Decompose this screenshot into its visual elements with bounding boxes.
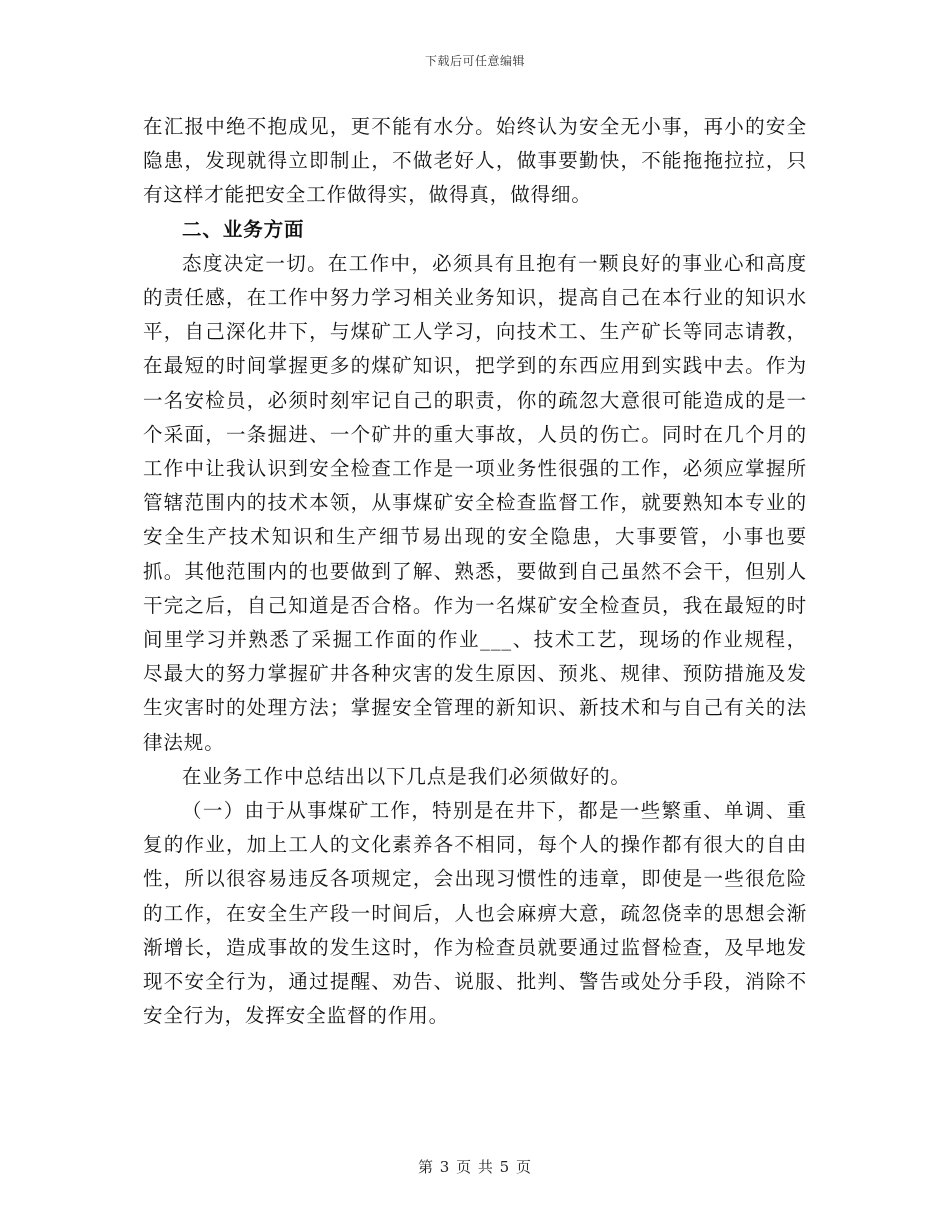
paragraph-attitude: 态度决定一切。在工作中，必须具有且抱有一颗良好的事业心和高度的责任感，在工作中努力学习相关业务知识，提高自己在本行业的知识水平，自己深化井下，与煤矿工人学习，向技术工、生产矿长等同志请教，在最短的时间掌握更多的煤矿知识，把学到的东西应用到实践中去。作为一名安检员，必须时刻牢记自己的职责，你的疏忽大意很可能造成的是一个采面，一条掘进、一个矿井的重大事故，人员的伤亡。同时在几个月的工作中让我认识到安全检查工作是一项业务性很强的工作，必须应掌握所管辖范围内的技术本领，从事煤矿安全检查监督工作，就要熟知本专业的安全生产技术知识和生产细节易出现的安全隐患，大事要管，小事也要抓。其他范围内的也要做到了解、熟悉，要做到自己虽然不会干，但别人干完之后，自己知道是否合格。作为一名煤矿安全检查员，我在最短的时间里学习并熟悉了采掘工作面的作业___、技术工艺，现场的作业规程，尽最大的努力掌握矿井各种灾害的发生原因、预兆、规律、预防措施及发生灾害时的处理方法；掌握安全管理的新知识、新技术和与自己有关的法律法规。 <box>143 251 807 754</box>
paragraph-point-one: （一）由于从事煤矿工作，特别是在井下，都是一些繁重、单调、重复的作业，加上工人的文化素养各不相同，每个人的操作都有很大的自由性，所以很容易违反各项规定，会出现习惯性的违章，即使是一些很危险的工作，在安全生产段一时间后，人也会麻痹大意，疏忽侥幸的思想会渐渐增长，造成事故的发生这时，作为检查员就要通过监督检查，及早地发现不安全行为，通过提醒、劝告、说服、批判、警告或处分手段，消除不安全行为，发挥安全监督的作用。 <box>143 799 807 1028</box>
page-footer: 第 3 页 共 5 页 <box>418 1158 532 1176</box>
section-heading: 二、业务方面 <box>182 217 305 241</box>
document-body <box>143 110 807 1033</box>
page-header: 下载后可任意编辑 <box>424 54 525 68</box>
paragraph-summary: 在业务工作中总结出以下几点是我们必须做好的。 <box>182 764 631 788</box>
paragraph-continued: 在汇报中绝不抱成见，更不能有水分。始终认为安全无小事，再小的安全隐患，发现就得立即制止，不做老好人，做事要勤快，不能拖拖拉拉，只有这样才能把安全工作做得实，做得真，做得细。 <box>143 115 807 207</box>
